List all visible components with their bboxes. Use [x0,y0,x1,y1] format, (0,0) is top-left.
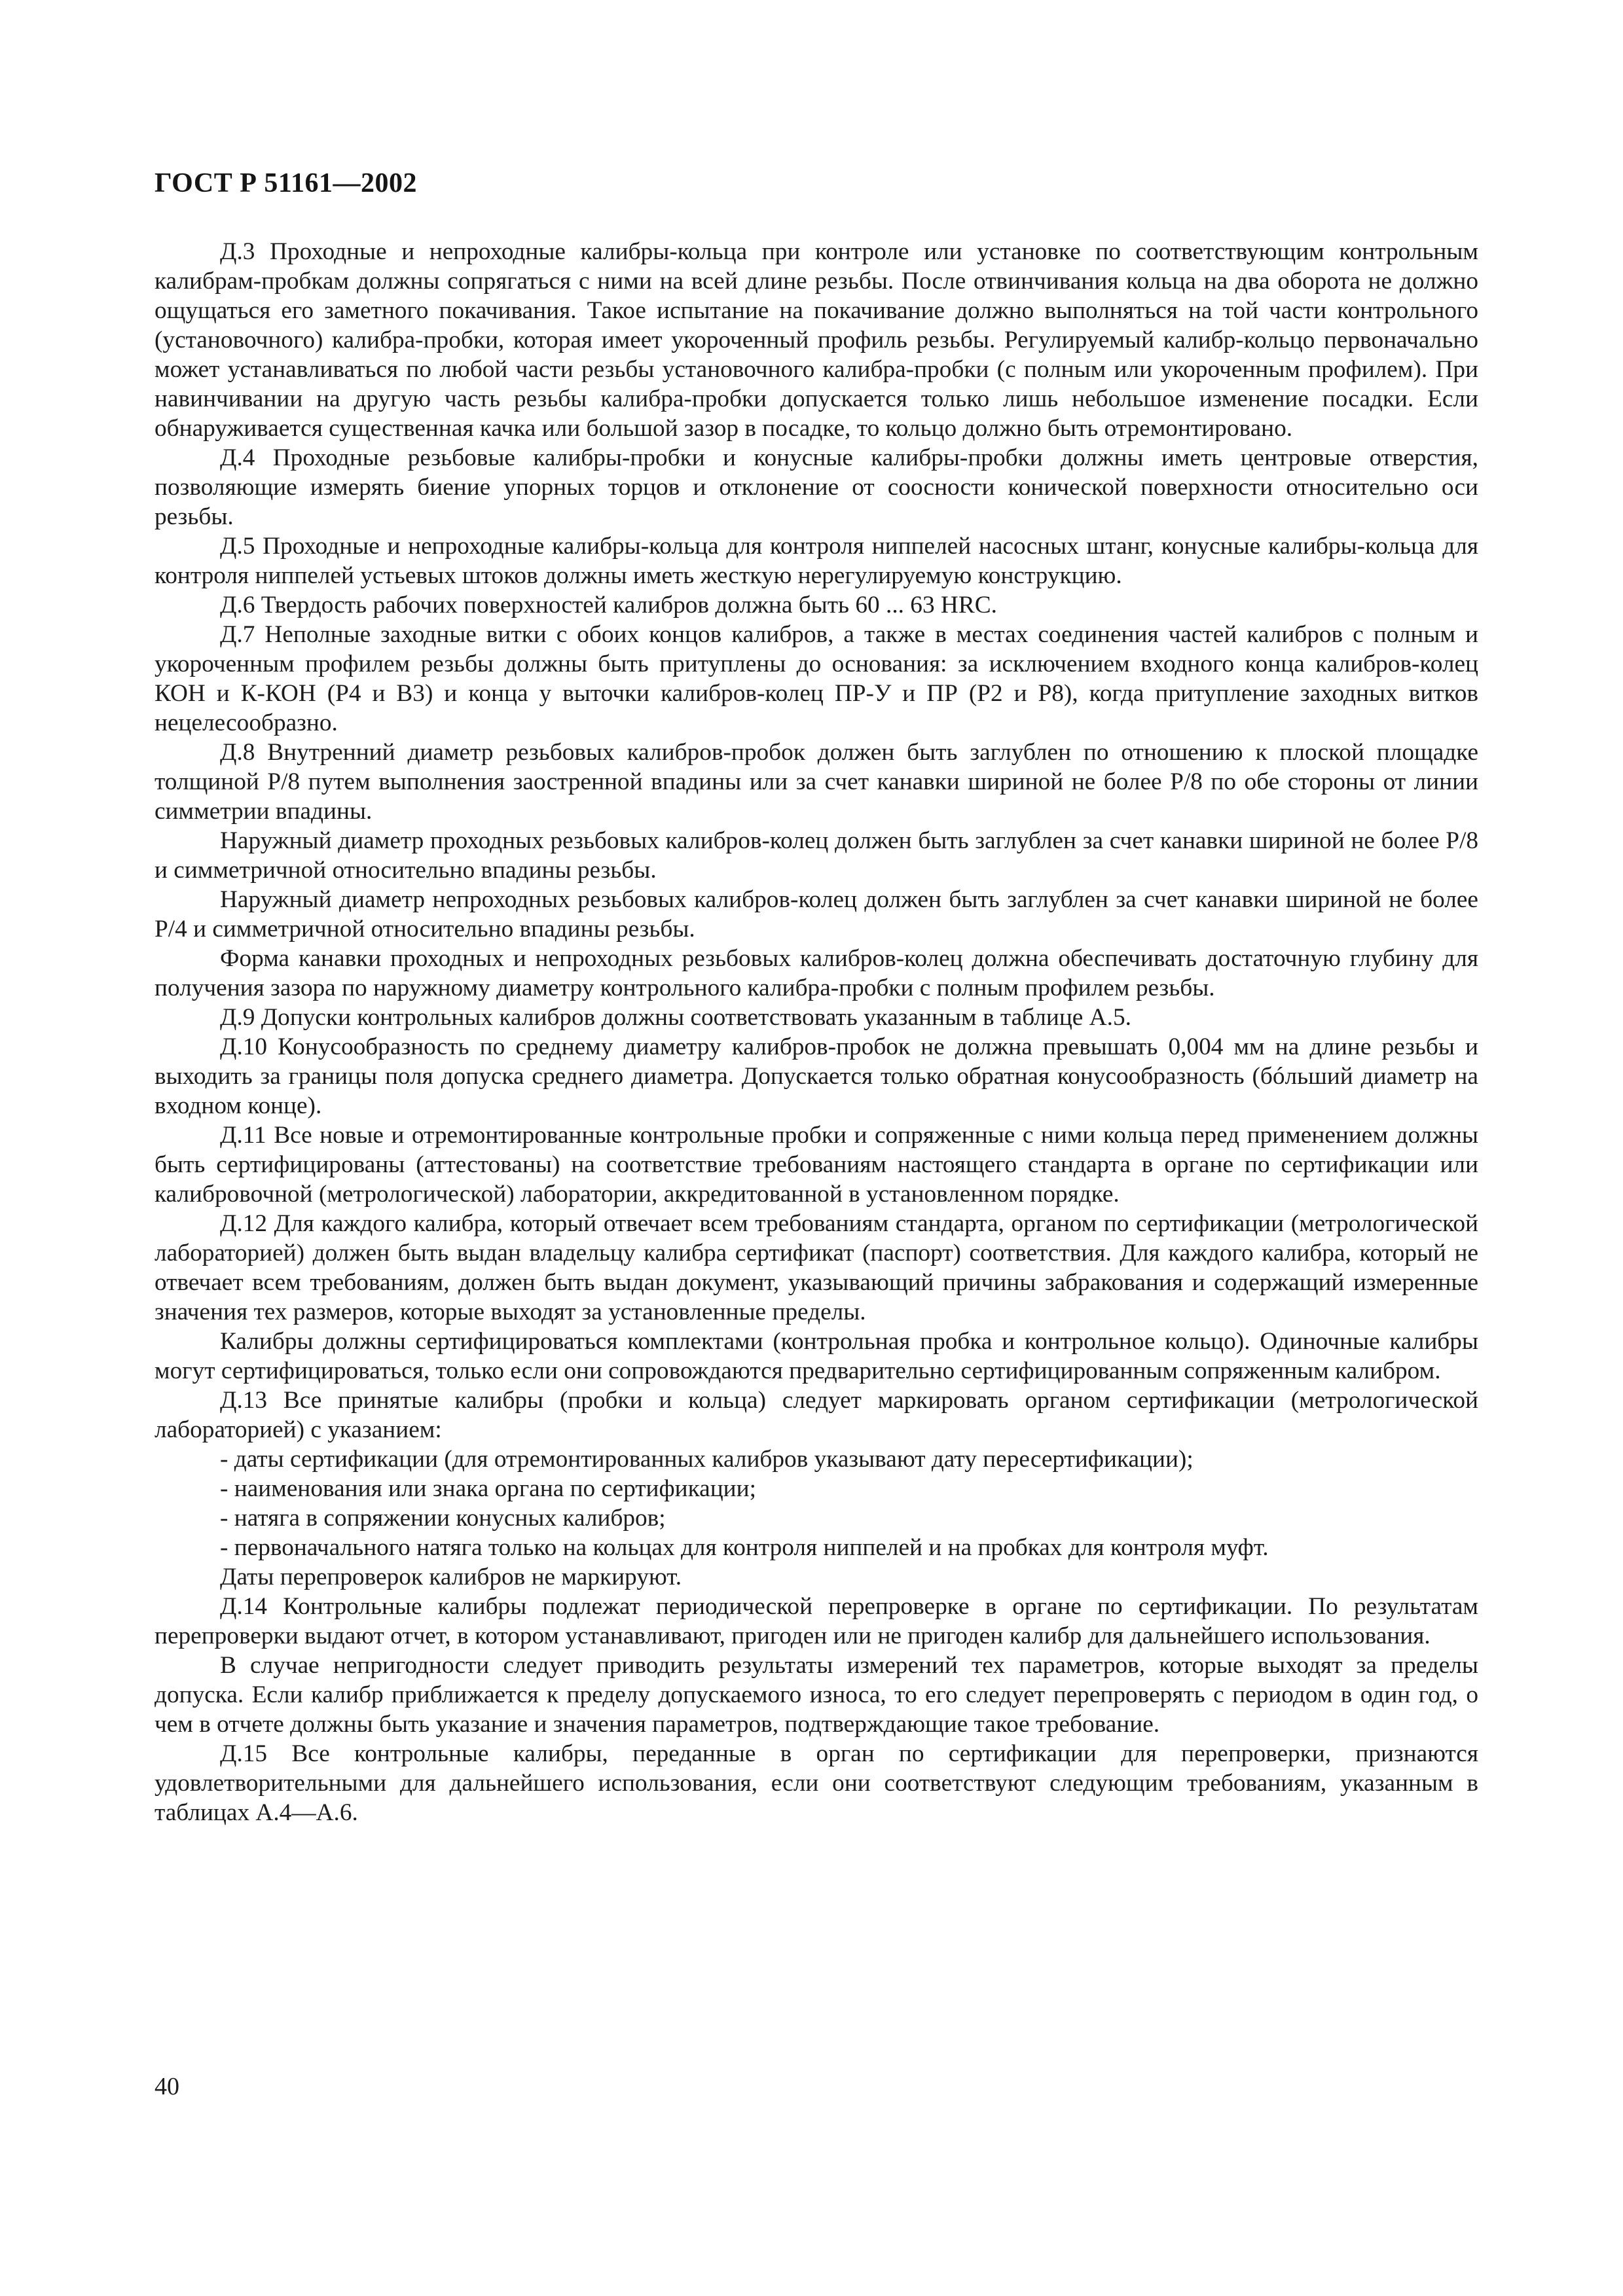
paragraph-d9: Д.9 Допуски контрольных калибров должны соответствовать указанным в таблице А.5. [220,1004,1131,1031]
paragraph-d8-outer-go: Наружный диаметр проходных резьбовых калибров-колец должен быть заглублен за счет канавки шириной не более P/8 и симметричной относительно впадины резьбы. [155,827,1478,884]
paragraph-d8-outer-nogo: Наружный диаметр непроходных резьбовых калибров-колец должен быть заглублен за счет канавки шириной не более P/4 и симметричной относительно впадины резьбы. [155,886,1478,942]
paragraph-d13-dates: Даты перепроверок калибров не маркируют. [220,1564,682,1590]
paragraph-d12: Д.12 Для каждого калибра, который отвечает всем требованиям стандарта, органом по сертификации (метрологической лабораторией) должен быть выдан владельцу калибра сертификат (паспорт) соответствия. Для каждого калибра, который не отвечает всем требованиям, должен быть выдан документ, указывающий причины забракования и содержащий измеренные значения тех размеров, которые выходят за установленные пределы. [155,1210,1478,1325]
paragraph-d13: Д.13 Все принятые калибры (пробки и кольца) следует маркировать органом сертификации (метрологической лабораторией) с указанием: [155,1387,1478,1443]
list-item: - наименования или знака органа по сертификации; [220,1475,756,1502]
paragraph-d12-sets: Калибры должны сертифицироваться комплектами (контрольная пробка и контрольное кольцо). Одиночные калибры могут сертифицироваться, только если они сопровождаются предварительно сертифицированным сопряженным калибром. [155,1328,1478,1384]
paragraph-d8-groove: Форма канавки проходных и непроходных резьбовых калибров-колец должна обеспечивать достаточную глубину для получения зазора по наружному диаметру контрольного калибра-пробки с полным профилем резьбы. [155,945,1478,1001]
paragraph-d4: Д.4 Проходные резьбовые калибры-пробки и конусные калибры-пробки должны иметь центровые отверстия, позволяющие измерять биение упорных торцов и отклонение от соосности конической поверхности относительно оси резьбы. [155,444,1478,530]
paragraph-d6: Д.6 Твердость рабочих поверхностей калибров должна быть 60 ... 63 HRC. [220,592,997,619]
document-page [155,0,1478,2296]
paragraph-d10: Д.10 Конусообразность по среднему диаметру калибров-пробок не должна превышать 0,004 мм на длине резьбы и выходить за границы поля допуска среднего диаметра. Допускается только обратная конусообразность (бóльший диаметр на входном конце). [155,1033,1478,1119]
document-header: ГОСТ Р 51161—2002 [155,168,418,198]
paragraph-d3: Д.3 Проходные и непроходные калибры-кольца при контроле или установке по соответствующим контрольным калибрам-пробкам должны сопрягаться с ними на всей длине резьбы. После отвинчивания кольца на два оборота не должно ощущаться его заметного покачивания. Такое испытание на покачивание должно выполняться на той части контрольного (установочного) калибра-пробки, которая имеет укороченный профиль резьбы. Регулируемый калибр-кольцо первоначально может устанавливаться по любой части резьбы установочного калибра-пробки (с полным или укороченным профилем). При навинчивании на другую часть резьбы калибра-пробки допускается только лишь небольшое изменение посадки. Если обнаруживается существенная качка или большой зазор в посадке, то кольцо должно быть отремонтировано. [155,238,1478,442]
paragraph-d7: Д.7 Неполные заходные витки с обоих концов калибров, а также в местах соединения частей калибров с полным и укороченным профилем резьбы должны быть притуплены до основания: за исключением входного конца калибров-колец КОН и К-КОН (Р4 и В3) и конца у выточки калибров-колец ПР-У и ПР (Р2 и Р8), когда притупление заходных витков нецелесообразно. [155,621,1478,736]
document-body [155,237,1478,1827]
list-item: - первоначального натяга только на кольцах для контроля ниппелей и на пробках для контроля муфт. [220,1534,1269,1561]
list-item: - натяга в сопряжении конусных калибров; [220,1505,666,1532]
paragraph-d5: Д.5 Проходные и непроходные калибры-кольца для контроля ниппелей насосных штанг, конусные калибры-кольца для контроля ниппелей устьевых штоков должны иметь жесткую нерегулируемую конструкцию. [155,533,1478,589]
paragraph-d11: Д.11 Все новые и отремонтированные контрольные пробки и сопряженные с ними кольца перед применением должны быть сертифицированы (аттестованы) на соответствие требованиям настоящего стандарта в органе по сертификации или калибровочной (метрологической) лаборатории, аккредитованной в установленном порядке. [155,1122,1478,1208]
paragraph-d14-unfit: В случае непригодности следует приводить результаты измерений тех параметров, которые выходят за пределы допуска. Если калибр приближается к пределу допускаемого износа, то его следует перепроверять с периодом в один год, о чем в отчете должны быть указание и значения параметров, подтверждающие такое требование. [155,1652,1478,1738]
paragraph-d8: Д.8 Внутренний диаметр резьбовых калибров-пробок должен быть заглублен по отношению к плоской площадке толщиной P/8 путем выполнения заостренной впадины или за счет канавки шириной не более P/8 по обе стороны от линии симметрии впадины. [155,739,1478,825]
paragraph-d14: Д.14 Контрольные калибры подлежат периодической перепроверке в органе по сертификации. По результатам перепроверки выдают отчет, в котором устанавливают, пригоден или не пригоден калибр для дальнейшего использования. [155,1593,1478,1649]
page-number: 40 [155,2073,179,2100]
list-item: - даты сертификации (для отремонтированных калибров указывают дату пересертификации); [220,1446,1194,1473]
paragraph-d15: Д.15 Все контрольные калибры, переданные в орган по сертификации для перепроверки, признаются удовлетворительными для дальнейшего использования, если они соответствуют следующим требованиям, указанным в таблицах А.4—А.6. [155,1740,1478,1826]
